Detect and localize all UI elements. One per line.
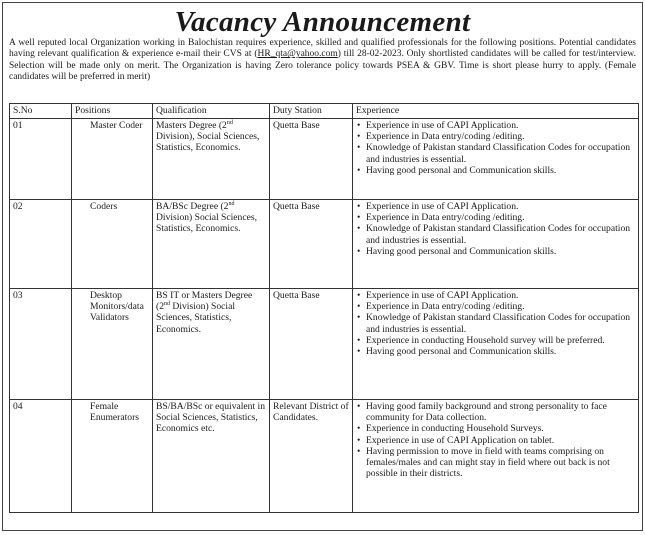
list-item: • Having good personal and Communication skills. [366, 165, 635, 176]
header-duty-station: Duty Station [270, 104, 353, 119]
table-header-row [10, 104, 639, 119]
list-item: • Experience in conducting Household survey will be preferred. [366, 335, 635, 346]
cell-duty-station: Quetta Base [270, 119, 353, 200]
intro-paragraph [9, 38, 636, 83]
qual-sup: nd [226, 119, 233, 126]
experience-list [356, 120, 635, 176]
qual-text: BA/BSc Degree (2 [156, 201, 229, 212]
header-experience: Experience [353, 104, 639, 119]
header-qualification: Qualification [153, 104, 270, 119]
qual-sup: nd [164, 301, 170, 308]
cell-duty-station: Quetta Base [270, 289, 353, 400]
experience-list [356, 201, 635, 257]
list-item: • Experience in use of CAPI Application on tablet. [366, 435, 635, 446]
cell-qualification [153, 400, 270, 513]
table-row [10, 400, 639, 513]
list-item: • Experience in use of CAPI Application. [366, 201, 635, 212]
list-item: • Knowledge of Pakistan standard Classification Codes for occupation and industries is essential. [366, 142, 635, 164]
list-item: • Experience in Data entry/coding /editing. [366, 131, 635, 142]
list-item: • Experience in use of CAPI Application. [366, 120, 635, 131]
list-item: • Having good personal and Communication skills. [366, 246, 635, 257]
qual-text-rest: Division) Social Sciences, Statistics, Economics. [156, 301, 236, 335]
cell-experience [353, 289, 639, 400]
cell-qualification [153, 289, 270, 400]
cell-sno: 04 [10, 400, 72, 513]
list-item: • Experience in conducting Household Surveys. [366, 423, 635, 434]
list-item: • Experience in Data entry/coding /editing. [366, 301, 635, 312]
email-link[interactable]: HR_qta@yahoo.com [257, 49, 338, 60]
cell-sno: 02 [10, 200, 72, 289]
cell-position: Master Coder [72, 119, 153, 200]
list-item: • Having permission to move in field with teams comprising on females/males and can might stay in field where out back is not possible in their districts. [366, 446, 635, 480]
cell-experience [353, 119, 639, 200]
qual-text-rest: Division), Social Sciences, Statistics, Economics. [156, 131, 260, 154]
table-row [10, 200, 639, 289]
list-item: • Having good family background and strong personality to face community for Data collection. [366, 401, 635, 423]
list-item: • Knowledge of Pakistan standard Classification Codes for occupation and industries is essential. [366, 312, 635, 334]
cell-position: Female Enumerators [72, 400, 153, 513]
cell-qualification [153, 200, 270, 289]
cell-experience [353, 400, 639, 513]
table-row [10, 289, 639, 400]
list-item: • Experience in use of CAPI Application. [366, 290, 635, 301]
experience-list [356, 401, 635, 479]
page-title: Vacancy Announcement [174, 6, 471, 38]
list-item: • Experience in Data entry/coding /editing. [366, 212, 635, 223]
cell-duty-station: Quetta Base [270, 200, 353, 289]
cell-experience [353, 200, 639, 289]
list-item: • Having good personal and Communication skills. [366, 346, 635, 357]
intro-text-1: A well reputed local Organization working in Balochistan requires experience, skilled and qualified professionals for the following positions. Potential candidates having relevant qualification & experience e-mail their CVS at [9, 38, 636, 60]
qual-sup: nd [228, 200, 235, 207]
cell-position: Desktop Monitors/data Validators [72, 289, 153, 400]
cell-qualification [153, 119, 270, 200]
vacancy-table [9, 103, 639, 513]
header-sno: S.No [10, 104, 72, 119]
qual-text: Masters Degree (2 [156, 120, 227, 131]
list-item: • Knowledge of Pakistan standard Classification Codes for occupation and industries is essential. [366, 223, 635, 245]
intro-text-2: ) till 28-02-2023. Only shortlisted candidates will be called for test/interview. Selection will be made only on merit. The Organization is having Zero tolerance policy towards PSEA & GBV. Time is short please hurry to apply. (Female candidates will be preferred in merit) [9, 49, 636, 82]
intro-open-paren: ( [254, 49, 258, 60]
experience-list [356, 290, 635, 357]
cell-sno: 03 [10, 289, 72, 400]
table-row [10, 119, 639, 200]
qual-text: BS/BA/BSc or equivalent in Social Sciences, Statistics, Economics etc. [156, 401, 265, 435]
qual-text-rest: Division) Social Sciences, Statistics, Economics. [156, 212, 257, 235]
cell-duty-station: Relevant District of Candidates. [270, 400, 353, 513]
qual-text: BS IT or Masters Degree (2 [156, 290, 253, 313]
vacancy-announcement [2, 2, 643, 531]
cell-sno: 01 [10, 119, 72, 200]
cell-position: Coders [72, 200, 153, 289]
header-positions: Positions [72, 104, 153, 119]
